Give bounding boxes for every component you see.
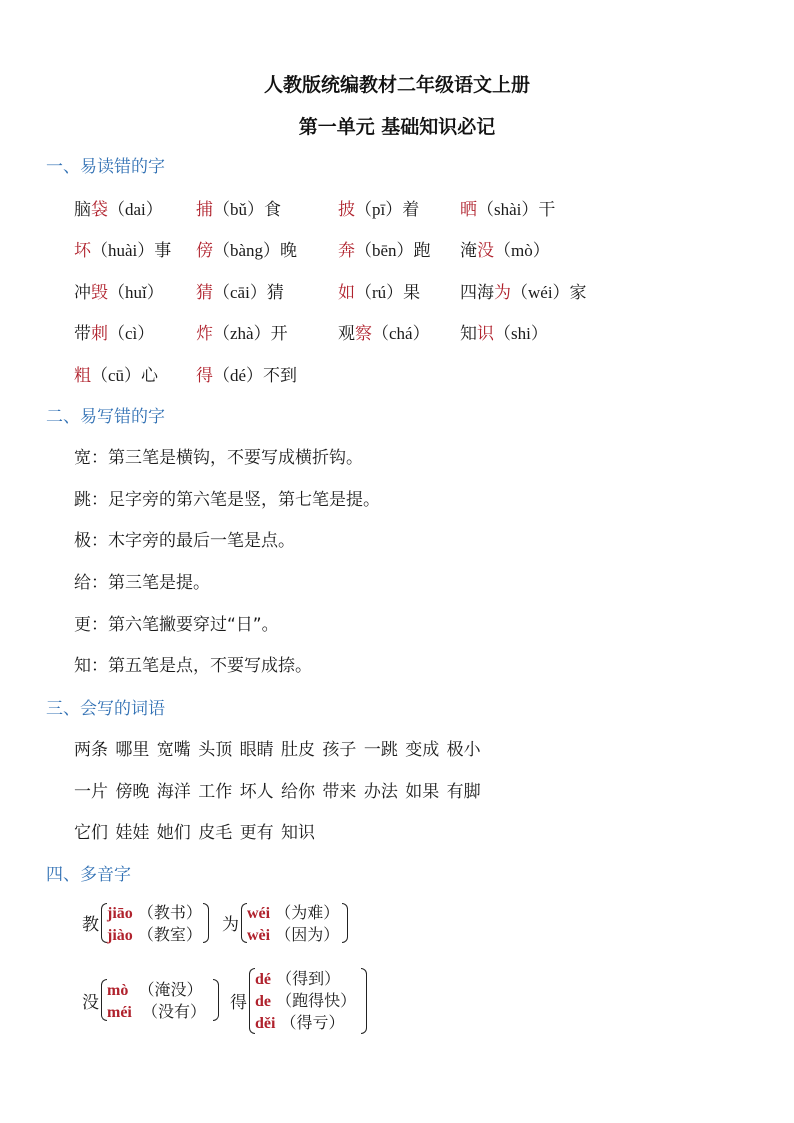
pinyin: （dai） xyxy=(108,200,163,219)
word-part: 跑 xyxy=(413,241,431,261)
highlighted-char: 粗 xyxy=(74,366,91,386)
misread-word xyxy=(460,195,555,220)
misread-word xyxy=(338,319,430,344)
word-part: 心 xyxy=(141,366,159,386)
word-part: 知 xyxy=(460,324,477,344)
pinyin: （shài） xyxy=(477,200,539,219)
word-part: 事 xyxy=(154,241,172,261)
word-part: 四海 xyxy=(460,283,494,303)
highlighted-char: 捕 xyxy=(196,200,213,220)
highlighted-char: 傍 xyxy=(196,241,213,261)
misread-word xyxy=(338,195,419,220)
pinyin: （huài） xyxy=(91,241,155,260)
writing-note: 极：木字旁的最后一笔是点。 xyxy=(74,531,295,551)
pinyin: （huǐ） xyxy=(108,283,164,302)
misread-word xyxy=(196,236,297,261)
right-brace xyxy=(203,903,209,943)
misread-word xyxy=(460,236,550,261)
misread-word xyxy=(74,361,158,386)
pinyin: （bǔ） xyxy=(213,200,264,219)
pinyin: （mò） xyxy=(494,241,550,260)
pinyin: （bàng） xyxy=(213,241,281,260)
pinyin: （pī） xyxy=(355,200,403,219)
word-part: 猜 xyxy=(266,283,284,303)
polyphone-reading: méi （没有） xyxy=(107,1002,207,1021)
polyphone-reading: dé （得到） xyxy=(255,969,341,988)
section-heading-miswritten: 二、易写错的字 xyxy=(46,407,165,427)
highlighted-char: 披 xyxy=(338,200,355,220)
pinyin: （zhà） xyxy=(213,324,271,343)
vocabulary-line: 两条 哪里 宽嘴 头顶 眼睛 肚皮 孩子 一跳 变成 极小 xyxy=(74,740,481,760)
word-part: 食 xyxy=(264,200,281,220)
word-part: 开 xyxy=(270,324,288,344)
word-part: 着 xyxy=(402,200,420,220)
highlighted-char: 炸 xyxy=(196,324,213,344)
word-part: 不到 xyxy=(263,366,298,386)
section-heading-polyphones: 四、多音字 xyxy=(46,865,131,885)
misread-word xyxy=(196,361,297,386)
misread-word xyxy=(74,236,171,261)
polyphone-char: 教 xyxy=(82,915,99,935)
highlighted-char: 察 xyxy=(355,324,372,344)
pinyin: （shi） xyxy=(494,324,548,343)
highlighted-char: 为 xyxy=(494,283,511,303)
highlighted-char: 袋 xyxy=(91,200,108,220)
section-heading-misread: 一、易读错的字 xyxy=(46,157,165,177)
right-brace xyxy=(342,903,348,943)
word-part: 带 xyxy=(74,324,91,344)
highlighted-char: 坏 xyxy=(74,241,91,261)
pinyin: （rú） xyxy=(355,283,404,302)
word-part: 晚 xyxy=(280,241,298,261)
right-brace xyxy=(361,968,367,1034)
highlighted-char: 得 xyxy=(196,366,213,386)
writing-note: 给：第三笔是提。 xyxy=(74,573,210,593)
word-part: 冲 xyxy=(74,283,91,303)
pinyin: （chá） xyxy=(372,324,430,343)
misread-word xyxy=(74,319,154,344)
polyphone-reading: jiào （教室） xyxy=(107,925,202,944)
pinyin: （cū） xyxy=(91,366,142,385)
misread-word xyxy=(74,195,163,220)
pinyin: （dé） xyxy=(213,366,264,385)
word-part: 观 xyxy=(338,324,355,344)
document-title: 人教版统编教材二年级语文上册 xyxy=(263,74,530,96)
polyphone-reading: jiāo （教书） xyxy=(107,903,202,922)
polyphone-reading: děi （得亏） xyxy=(255,1013,345,1032)
unit-subtitle: 第一单元 基础知识必记 xyxy=(298,116,496,138)
polyphone-reading: wèi （因为） xyxy=(247,925,340,944)
highlighted-char: 猜 xyxy=(196,283,213,303)
pinyin: （cì） xyxy=(108,324,155,343)
word-part: 脑 xyxy=(74,200,91,220)
writing-note: 更：第六笔撇要穿过“日”。 xyxy=(74,615,279,635)
section-heading-vocabulary: 三、会写的词语 xyxy=(46,699,165,719)
pinyin: （cāi） xyxy=(213,283,267,302)
word-part: 果 xyxy=(403,283,421,303)
polyphone-char: 没 xyxy=(82,993,99,1013)
pinyin: （bēn） xyxy=(355,241,414,260)
misread-word xyxy=(460,319,548,344)
word-part: 淹 xyxy=(460,241,477,261)
writing-note: 知：第五笔是点，不要写成捺。 xyxy=(74,656,312,676)
misread-word xyxy=(196,195,281,220)
polyphone-reading: de （跑得快） xyxy=(255,991,357,1010)
highlighted-char: 没 xyxy=(477,241,494,261)
highlighted-char: 如 xyxy=(338,283,355,303)
misread-word xyxy=(460,278,587,303)
highlighted-char: 刺 xyxy=(91,324,108,344)
writing-note: 跳：足字旁的第六笔是竖，第七笔是提。 xyxy=(74,490,380,510)
word-part: 干 xyxy=(538,200,556,220)
highlighted-char: 毁 xyxy=(91,283,108,303)
highlighted-char: 晒 xyxy=(460,200,477,220)
right-brace xyxy=(213,979,219,1021)
vocabulary-line: 它们 娃娃 她们 皮毛 更有 知识 xyxy=(74,823,316,843)
polyphone-char: 为 xyxy=(222,915,239,935)
misread-word xyxy=(338,278,420,303)
highlighted-char: 奔 xyxy=(338,241,355,261)
misread-word xyxy=(196,319,288,344)
misread-word xyxy=(338,236,431,261)
polyphone-char: 得 xyxy=(230,993,247,1013)
misread-word xyxy=(196,278,284,303)
polyphone-reading: mò （淹没） xyxy=(107,980,203,999)
writing-note: 宽：第三笔是横钩，不要写成横折钩。 xyxy=(74,448,363,468)
pinyin: （wéi） xyxy=(511,283,570,302)
highlighted-char: 识 xyxy=(477,324,494,344)
polyphone-reading: wéi （为难） xyxy=(247,903,340,922)
word-part: 家 xyxy=(569,283,587,303)
misread-word xyxy=(74,278,164,303)
vocabulary-line: 一片 傍晚 海洋 工作 坏人 给你 带来 办法 如果 有脚 xyxy=(74,782,481,802)
